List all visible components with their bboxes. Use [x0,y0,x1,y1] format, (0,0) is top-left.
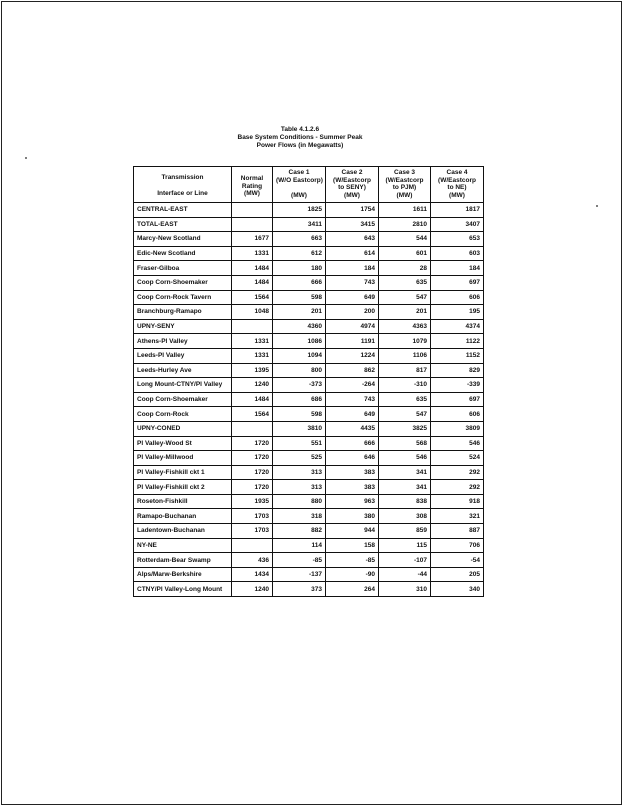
case2-flow-cell: 383 [326,465,379,480]
case2-flow-cell: 3415 [326,217,379,232]
interface-name-cell: Coop Corn-Shoemaker [134,275,232,290]
case2-flow-cell: 743 [326,275,379,290]
case1-flow-cell: 880 [273,494,326,509]
case4-flow-cell: 205 [431,567,484,582]
case4-flow-cell: 706 [431,538,484,553]
case1-flow-cell: 373 [273,582,326,597]
table-title-block [220,126,380,150]
interface-name-cell: Branchburg-Ramapo [134,305,232,320]
case4-flow-cell: -339 [431,378,484,393]
case3-flow-cell: -107 [379,553,431,568]
table-title: Base System Conditions - Summer Peak [237,134,363,141]
table-row [134,232,484,247]
case2-flow-cell: 649 [326,407,379,422]
normal-rating-cell: 1484 [232,392,273,407]
case2-flow-cell: 646 [326,451,379,466]
normal-rating-cell: 1720 [232,436,273,451]
case4-flow-cell: 1122 [431,334,484,349]
case2-flow-cell: 383 [326,480,379,495]
table-row [134,494,484,509]
case2-flow-cell: 380 [326,509,379,524]
table-row [134,480,484,495]
case2-flow-cell: 643 [326,232,379,247]
case3-flow-cell: 547 [379,290,431,305]
case4-flow-cell: -54 [431,553,484,568]
case1-flow-cell: 1825 [273,203,326,218]
case3-flow-cell: 28 [379,261,431,276]
case3-flow-cell: 4363 [379,319,431,334]
interface-name-cell: Rotterdam-Bear Swamp [134,553,232,568]
normal-rating-cell [232,421,273,436]
interface-name-cell: Pl Valley-Fishkill ckt 1 [134,465,232,480]
case3-flow-cell: 817 [379,363,431,378]
normal-rating-cell [232,203,273,218]
case3-flow-cell: 635 [379,275,431,290]
case1-flow-cell: 3810 [273,421,326,436]
case2-flow-cell: 1754 [326,203,379,218]
interface-name-cell: Roseton-Fishkill [134,494,232,509]
case2-flow-cell: 200 [326,305,379,320]
case3-flow-cell: 601 [379,246,431,261]
table-row [134,509,484,524]
case4-flow-cell: 1152 [431,348,484,363]
interface-name-cell: Pl Valley-Wood St [134,436,232,451]
normal-rating-cell: 1720 [232,451,273,466]
header-case2: Case 2 (W/Eastcorp to SENY) (MW) [326,167,379,203]
case4-flow-cell: 606 [431,407,484,422]
case3-flow-cell: 1611 [379,203,431,218]
case1-flow-cell: 663 [273,232,326,247]
case3-flow-cell: -44 [379,567,431,582]
case4-flow-cell: 195 [431,305,484,320]
case4-flow-cell: 653 [431,232,484,247]
normal-rating-cell: 1935 [232,494,273,509]
normal-rating-cell: 1048 [232,305,273,320]
case1-flow-cell: 201 [273,305,326,320]
table-row [134,305,484,320]
case4-flow-cell: 3809 [431,421,484,436]
case1-flow-cell: 551 [273,436,326,451]
normal-rating-cell: 1677 [232,232,273,247]
normal-rating-cell: 1331 [232,246,273,261]
case3-flow-cell: 547 [379,407,431,422]
case4-flow-cell: 829 [431,363,484,378]
case3-flow-cell: -310 [379,378,431,393]
case4-flow-cell: 887 [431,524,484,539]
interface-name-cell: Leeds-Hurley Ave [134,363,232,378]
interface-name-cell: CTNY/Pl Valley-Long Mount [134,582,232,597]
table-row [134,203,484,218]
case2-flow-cell: 1191 [326,334,379,349]
case1-flow-cell: 4360 [273,319,326,334]
case2-flow-cell: -90 [326,567,379,582]
table-body [134,203,484,597]
case4-flow-cell: 606 [431,290,484,305]
table-row [134,334,484,349]
case1-flow-cell: 800 [273,363,326,378]
table-row [134,261,484,276]
interface-name-cell: Fraser-Gilboa [134,261,232,276]
case1-flow-cell: 598 [273,290,326,305]
case4-flow-cell: 292 [431,465,484,480]
case4-flow-cell: 918 [431,494,484,509]
case3-flow-cell: 568 [379,436,431,451]
normal-rating-cell: 1240 [232,378,273,393]
table-row [134,363,484,378]
normal-rating-cell [232,217,273,232]
case1-flow-cell: 612 [273,246,326,261]
case2-flow-cell: 4974 [326,319,379,334]
case4-flow-cell: 603 [431,246,484,261]
case1-flow-cell: 666 [273,275,326,290]
normal-rating-cell: 1720 [232,480,273,495]
table-row [134,436,484,451]
table-row [134,567,484,582]
normal-rating-cell: 1331 [232,348,273,363]
normal-rating-cell: 1720 [232,465,273,480]
table-row [134,553,484,568]
interface-name-cell: TOTAL-EAST [134,217,232,232]
case2-flow-cell: 862 [326,363,379,378]
table-row [134,582,484,597]
case3-flow-cell: 838 [379,494,431,509]
interface-name-cell: Long Mount-CTNY/Pl Valley [134,378,232,393]
normal-rating-cell: 1484 [232,275,273,290]
table-row [134,524,484,539]
table-subtitle: Power Flows (in Megawatts) [256,142,344,149]
case3-flow-cell: 1079 [379,334,431,349]
case2-flow-cell: 743 [326,392,379,407]
case2-flow-cell: -264 [326,378,379,393]
case1-flow-cell: 525 [273,451,326,466]
interface-name-cell: Alps/Marw-Berkshire [134,567,232,582]
interface-name-cell: CENTRAL-EAST [134,203,232,218]
case2-flow-cell: 1224 [326,348,379,363]
case1-flow-cell: -85 [273,553,326,568]
interface-name-cell: NY-NE [134,538,232,553]
table-row [134,451,484,466]
interface-name-cell: Pl Valley-Fishkill ckt 2 [134,480,232,495]
case3-flow-cell: 308 [379,509,431,524]
header-interface: Transmission Interface or Line [134,167,232,203]
case1-flow-cell: 114 [273,538,326,553]
normal-rating-cell: 1434 [232,567,273,582]
case3-flow-cell: 2810 [379,217,431,232]
case2-flow-cell: -85 [326,553,379,568]
normal-rating-cell: 1703 [232,509,273,524]
interface-name-cell: Ramapo-Buchanan [134,509,232,524]
table-row [134,378,484,393]
case1-flow-cell: 1094 [273,348,326,363]
case2-flow-cell: 264 [326,582,379,597]
normal-rating-cell: 1331 [232,334,273,349]
table-row [134,348,484,363]
case2-flow-cell: 649 [326,290,379,305]
case4-flow-cell: 292 [431,480,484,495]
case4-flow-cell: 4374 [431,319,484,334]
power-flows-table [133,166,484,597]
case2-flow-cell: 158 [326,538,379,553]
interface-name-cell: Coop Corn-Shoemaker [134,392,232,407]
case1-flow-cell: 318 [273,509,326,524]
case3-flow-cell: 1106 [379,348,431,363]
normal-rating-cell: 1240 [232,582,273,597]
interface-name-cell: Coop Corn-Rock Tavern [134,290,232,305]
table-row [134,465,484,480]
interface-name-cell: Marcy-New Scotland [134,232,232,247]
table-number: Table 4.1.2.6 [280,126,320,133]
normal-rating-cell: 436 [232,553,273,568]
case3-flow-cell: 201 [379,305,431,320]
interface-name-cell: Pl Valley-Millwood [134,451,232,466]
interface-name-cell: UPNY-SENY [134,319,232,334]
case1-flow-cell: 686 [273,392,326,407]
case2-flow-cell: 614 [326,246,379,261]
case4-flow-cell: 697 [431,392,484,407]
normal-rating-cell: 1703 [232,524,273,539]
table-row [134,392,484,407]
interface-name-cell: Ladentown-Buchanan [134,524,232,539]
normal-rating-cell: 1564 [232,407,273,422]
table-row [134,407,484,422]
scan-speck [25,157,27,159]
normal-rating-cell: 1564 [232,290,273,305]
case4-flow-cell: 184 [431,261,484,276]
case4-flow-cell: 3407 [431,217,484,232]
case1-flow-cell: 882 [273,524,326,539]
case3-flow-cell: 859 [379,524,431,539]
normal-rating-cell: 1395 [232,363,273,378]
interface-name-cell: UPNY-CONED [134,421,232,436]
table-row [134,421,484,436]
table-row [134,217,484,232]
interface-name-cell: Edic-New Scotland [134,246,232,261]
case3-flow-cell: 341 [379,480,431,495]
case2-flow-cell: 4435 [326,421,379,436]
case1-flow-cell: 180 [273,261,326,276]
interface-name-cell: Coop Corn-Rock [134,407,232,422]
table-header-row [134,167,484,203]
interface-name-cell: Leeds-Pl Valley [134,348,232,363]
case4-flow-cell: 1817 [431,203,484,218]
header-case3: Case 3 (W/Eastcorp to PJM) (MW) [379,167,431,203]
case1-flow-cell: -137 [273,567,326,582]
case1-flow-cell: 598 [273,407,326,422]
case1-flow-cell: 313 [273,465,326,480]
case1-flow-cell: 1086 [273,334,326,349]
case3-flow-cell: 341 [379,465,431,480]
table-row [134,319,484,334]
case3-flow-cell: 635 [379,392,431,407]
case4-flow-cell: 340 [431,582,484,597]
case3-flow-cell: 115 [379,538,431,553]
case2-flow-cell: 944 [326,524,379,539]
normal-rating-cell [232,538,273,553]
case1-flow-cell: 3411 [273,217,326,232]
normal-rating-cell: 1484 [232,261,273,276]
scan-speck [596,205,598,207]
case4-flow-cell: 546 [431,436,484,451]
case3-flow-cell: 3825 [379,421,431,436]
header-rating: Normal Rating (MW) [232,167,273,203]
normal-rating-cell [232,319,273,334]
case3-flow-cell: 310 [379,582,431,597]
case1-flow-cell: 313 [273,480,326,495]
case3-flow-cell: 546 [379,451,431,466]
table-row [134,538,484,553]
case4-flow-cell: 524 [431,451,484,466]
header-case1: Case 1 (W/O Eastcorp) (MW) [273,167,326,203]
case4-flow-cell: 697 [431,275,484,290]
interface-name-cell: Athens-Pl Valley [134,334,232,349]
case2-flow-cell: 666 [326,436,379,451]
case2-flow-cell: 184 [326,261,379,276]
case3-flow-cell: 544 [379,232,431,247]
header-case4: Case 4 (W/Eastcorp to NE) (MW) [431,167,484,203]
table-row [134,246,484,261]
case4-flow-cell: 321 [431,509,484,524]
table-row [134,275,484,290]
table-row [134,290,484,305]
case2-flow-cell: 963 [326,494,379,509]
case1-flow-cell: -373 [273,378,326,393]
